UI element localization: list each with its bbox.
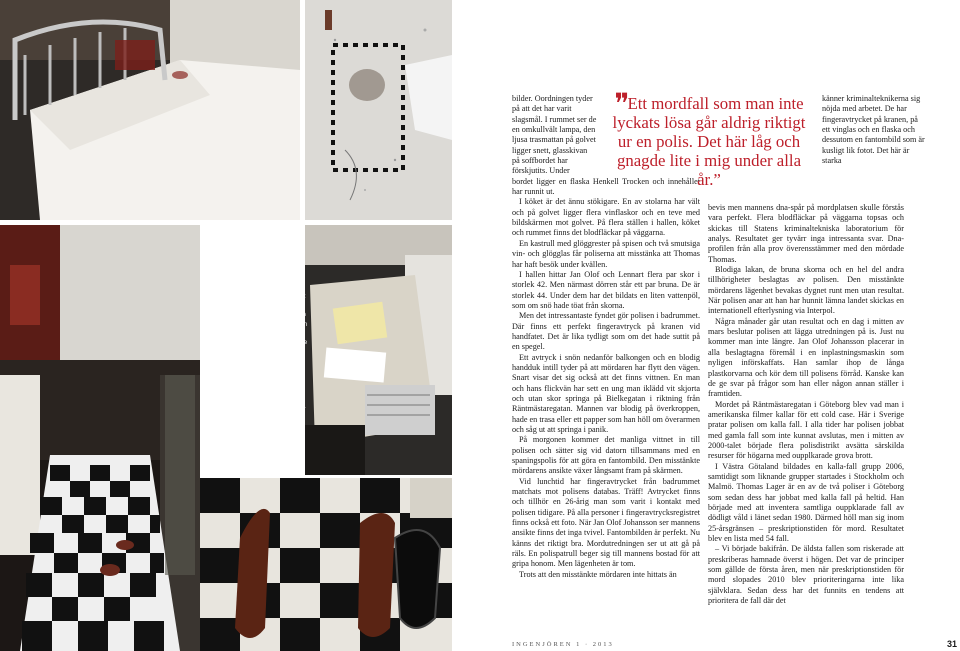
photo-caption [208,246,308,412]
article-paragraph: Blodiga lakan, de bruna skorna och en hel del andra tillhörigheter beslagtas av polisen. Den misstänkte mördarens lägenhet bevakas dygnet runt men utan resultat. När polisen anar att han har hunnit lämna landet skickas en internationell efterlysning via Interpol. [708,265,904,316]
article-paragraph: Några månader går utan resultat och en dag i mitten av mars beslutar polisen att lägga utredningen på is. Just nu kommer man inte längre. Jan Olof Johansson placerar in alla beslagtagna föremål i en inplastningsmaskin som nyligen införskaffats. Han samlar ihop de långa plastkorvarna och kör dem till polisens förråd. Kanske kan de ge svar på frågor som han eller någon annan ställer i framtiden. [708,316,904,399]
pull-quote [605,89,813,189]
magazine-footer: INGENJÖREN 1 · 2013 [512,641,614,648]
article-paragraph: Mordet på Räntmästaregatan i Göteborg blev vad man i amerikanska filmer kallar för ett cold case. Här i Sverige pratar polisen om kalla fall. I alla tider har polisen jobbat med gamla fall som inte kunnat avslutas, men i mitten av 2000-talet började flera polisdistrikt avsätta särskilda resurser för högarna med oupplkarade grova brott. [708,399,904,461]
page-number: 31 [947,639,958,649]
article-paragraph: En kastrull med glöggrester på spisen och två smutsiga vin- och glögglas får poliserna att misstänka att Thomas har haft besök under kvällen. [512,238,700,269]
photo-hallway [0,225,200,651]
pull-quote-text: Ett mordfall som man inte lyckats lösa går aldrig riktigt ur en polis. Det här låg och gnagde lite i mig under alla år.” [612,94,806,189]
article-paragraph: – Vi började bakifrån. De äldsta fallen som riskerade att preskriberas hamnade överst i högen. Det var de principer som gällde de första åren, men när preskriptionstiden för mord slopades 2010 blev prioriteringarna inte lika självklara. Sedan dess har det funnits en tendens att prioritera de fall där det [708,544,904,606]
photo-desk [305,225,452,475]
photo-bedroom [0,0,300,220]
article-paragraph: känner kriminalteknikerna sig nöjda med arbetet. De har fingeravtrycket på kranen, på ett vinglas och en flaska och dessutom en fantombild som är kusligt lik fotot. Det här är starka [822,94,925,166]
article-paragraph: bordet ligger en flaska Henkell Trocken och innehållet har runnit ut. [512,176,700,197]
quote-mark-icon: ❞ [614,89,628,120]
article-paragraph: Men det intressantaste fyndet gör polisen i badrummet. Där finns ett perfekt fingeravtryck på kranen vid handfatet. Det är lika tydligt som om det hade suttit på en spegel. [512,311,700,352]
photo-snow-footprint [305,0,452,220]
article-paragraph: I köket är det ännu stökigare. En av stolarna har vält och på golvet ligger flera vinflaskor och en teve med bildskärmen mot golvet. På flera ställen i hallen, köket och rummet finns det blodfläckar på väggarna. [512,197,700,238]
article-paragraph: bilder. Oordningen tyder på att det har varit slagsmål. I rummet ser de en omkullvält lampa, den ljusa trasmattan på golvet ligger snett, glasskivan på soffbordet har förskjutits. Under [512,94,597,176]
article-paragraph: På morgonen kommer det manliga vittnet in till polisen och sätter sig vid datorn tillsammans med en spaningspolis för att göra en fantombild. Den misstänkte mördarens ansikte växer långsamt fram på skärmen. [512,435,700,476]
article-paragraph: I Västra Götaland bildades en kalla-fall grupp 2006, samtidigt som liknande grupper startades i Stockholm och Malmö. Thomas Lager är en av de två poliser i Göteborg som sedan dess har jobbat med kalla fall på heltid. Han började med att inventera samtliga ouppklarade fall av dödligt våld i länet sedan 1980. Därmed höll man sig inom 25-årsgränsen – preskriptionstiden för mord. Resultatet blev en lista med 54 fall. [708,461,904,543]
photo-shoes-floor [200,478,452,651]
article-paragraph: Vid lunchtid har fingeravtrycket från badrummet matchats mot polisens databas. Träff! Avtrycket finns och tillhör en 26-årig man som varit i kontakt med polisen tidigare. På alla personer i fingeravtrycksregistret finns också ett foto. När Jan Olof Johansson ser mannens ansikte finns det inga tvivel. Fantombilden är perfekt. Nu känns det riktigt bra. Mordutredningen ser ut att gå på räls. En polispatrull beger sig till mannens bostad för att gripa honom. Men lägenheten är tom. [512,476,700,569]
article-paragraph: I hallen hittar Jan Olof och Lennart flera par skor i storlek 42. Men närmast dörren står ett par bruna. De är storlek 44. Under dem har det bildats en liten vattenpöl, som om snö hade töat från skorna. [512,269,700,310]
caption-heading: POLISENS BILDER. [208,247,282,254]
article-column-right-top [822,94,926,166]
article-paragraph: Ett avtryck i snön nedanför balkongen och en blodig handduk intill tyder på att mördaren har flytt den vägen. Snart visar det sig också att det finns vittnen. En man och hans flickvän har sett en ung man iklädd vit skjorta och utan skor springa på Bielkegatan i riktning från Räntmästaregatan. Mannen var blodig på överkroppen, hade en trasa eller ett papper som han höll om överarmen och såg ut att springa i panik. [512,352,700,434]
caption-text: Det syns tydligt att det har varit slagsmål i lägenheten på Räntmästaregatan. Det mesta är i oordning och på flera väggar i den lilla ettan finns det stänk av blod. På det runda bordet bredvid sängen ligger en omkullvält bordslampa. I sängen finns det blodspår både på lakanen och på sänggavlen. Inte långt från lägenheten hittar polisen ett fotspår av en vänsterfot utan sko i snön. I hallen finns flera skor i storlek 42, men också ett par bruna i storlek 44. De har lämnat en liten pöl av smält snö på golvet. [208,247,308,411]
article-paragraph: Trots att den misstänkte mördaren inte hittats än [519,569,677,579]
article-paragraph: bevis men mannens dna-spår på mordplatsen skulle förstås vara perfekt. Flera blodfläckar på väggarna topsas och skickas till Statens kriminaltekniska laboratorium för analys. Resultatet ger tyvärr inga intressanta svar. Dna-profilen från alla prov överensstämmer med den mördade Thomas. [708,203,904,264]
article-column-right [708,203,904,606]
